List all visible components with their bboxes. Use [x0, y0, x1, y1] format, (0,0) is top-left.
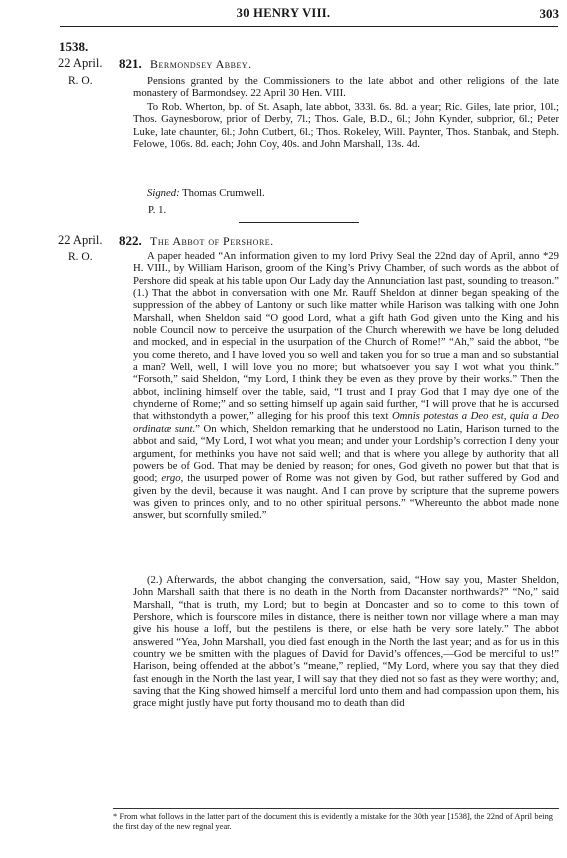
page-number: 303 — [539, 6, 559, 21]
entry-822-date: 22 April. — [58, 233, 103, 247]
footnote-rule — [113, 808, 559, 809]
paragraph-1-text: A paper headed “An information given to my lord Privy Seal the 22nd day of April, anno *29 H. VIII., by William Harison, groom of the King’s Privy Chamber, of such words as the abbot of Pershore did speak at his table upon Our Lady day the Annunciation last past, sounding to treason.” (1.) That the abbot in conversation with one Mr. Rauff Sheldon at dinner began speaking of the suppression of the abbey of Lantony or such like matter while Harison was talking with one John Marshall, when Sheldon said “O good Lord, what a gift hath God given unto the King and his noble Council now to perceive the usurpation of the Church wherewith we have be long deluded and mocked, and in especial in the usurpation of the Church of Rome!” “Ah,” said the abbot, “be you come thereto, and I have loved you so well and taken you for so true a man and so substantial a man? Well, well, I will love you no more; but whatsoever you say I wot what you think.” “Forsoth,” said Sheldon, “my Lord, I think they be even as they prove by their works.” Then the abbot, inclining himself over the table, said, “I trust and I pray God that I may dye one of the chynderne of Rome;” and so setting himself up again said further, “I will prove that he is accursed that withstondyth a power,” alleging for his proof this text — [133, 250, 559, 423]
paragraph-1-continued: ” On which, Sheldon remarking that he understood no Latin, Harison turned to the abbot and said, “My Lord, I wot what you mean; and under your Lordship’s correction I deny your argument, for methinks you have not said well; and that is where you allege by authority that all powers be of God. That may be denied by reason; for ones, God giveth no power but that that is good; — [133, 422, 559, 485]
signed-name: Thomas Crumwell. — [182, 187, 265, 199]
paragraph-1-end: , the usurped power of Rome was not given by God, but rather suffered by God and given by the devil, because it was naught. And I can prove by scripture that the supreme powers was given to princes only, and to no other spiritual persons.” “Whereunto the abbot made none answer, but scornfully smiled.” — [133, 472, 560, 522]
entry-822-paragraph-2: (2.) Afterwards, the abbot changing the conversation, said, “How say you, Master Sheldon, John Marshall saith that there is no death in the North from Dacanster northwards?” “No,” said Marshall, “that is truth, my Lord; but to begin at Doncaster and so to come to this town of Pershore, which is fourscore miles in distance, there is neither town nor village where a man may give his house a loff, but the pestilens is there, or else hath be very sore lately.” The abbot answered “Yea, John Marshall, you died fast enough in the North the last year; and as for us in this country we be smitten with the plagues of David for David’s offences,—God be merciful to us!” Harison, being offended at the abbot’s “meane,” replied, “My Lord, where you say that they died fast enough in the North the last year, I will say that they died not so fast as they were worthy; and, saving that the King showed himself a merciful lord unto them and had compassion upon them, his grace might justly have put forty thousand mo to death than did — [133, 574, 559, 710]
entry-822-source: R. O. — [68, 251, 93, 263]
running-header — [0, 6, 567, 20]
entry-821-intro: Pensions granted by the Commissioners to the late abbot and other religions of the late monastery of Barmondsey. 22 April 30 Hen. VIII. — [133, 75, 559, 100]
entry-822-title: The Abbot of Pershore. — [150, 234, 274, 248]
latin-quote: Omnis potestas a Deo est, quia a Deo ordinatæ sunt. — [133, 410, 559, 435]
year-label: 1538. — [59, 39, 89, 54]
header-rule — [60, 26, 558, 27]
entry-822-paragraph-1 — [133, 250, 559, 522]
entry-821-pages: P. 1. — [148, 204, 167, 216]
entry-822-number: 822. — [119, 233, 142, 248]
entry-divider — [239, 222, 359, 223]
entry-821-date: 22 April. — [58, 56, 103, 70]
running-title: 30 HENRY VIII. — [236, 6, 331, 20]
entry-821-source: R. O. — [68, 75, 93, 87]
entry-821-number: 821. — [119, 56, 142, 71]
entry-821-title: Bermondsey Abbey. — [150, 57, 252, 71]
ergo-word: ergo — [161, 472, 181, 485]
entry-821-signature — [147, 187, 265, 199]
entry-821-body: To Rob. Wherton, bp. of St. Asaph, late abbot, 333l. 6s. 8d. a year; Ric. Giles, late prior, 10l.; Thos. Gaynesborow, prior of Derby, 7l.; Thos. Gale, B.D., 6l.; John Kynder, subprior, 6l.; Peter Luke, late chaunter, 6l.; John Cutbert, 6l.; Thos. Rokeley, Will. Paynter, Thos. Stanbak, and Steph. Felowe, 106s. 8d. each; John Coy, 40s. and John Marshall, 13s. 4d. — [133, 101, 559, 151]
signed-label: Signed: — [147, 187, 180, 199]
footnote: * From what follows in the latter part of the document this is evidently a mistake for the 30th year [1538], the 22nd of April being the first day of the new regnal year. — [113, 812, 553, 832]
